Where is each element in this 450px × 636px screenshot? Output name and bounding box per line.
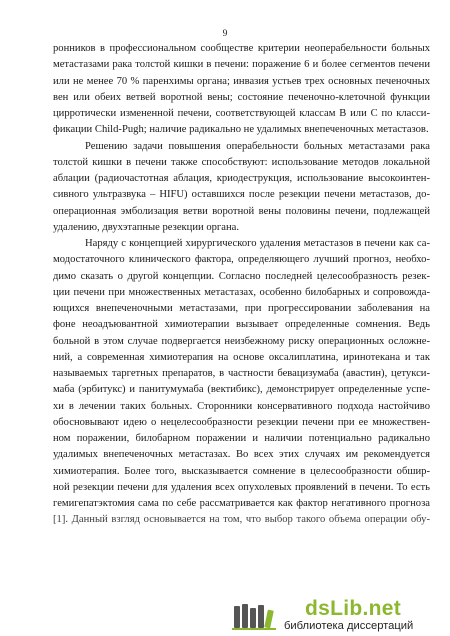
text-line: Решению задачи повышения операбельности больных метастазами рака — [85, 140, 430, 152]
text-line: или не менее 70 % паренхимы органа; инвазия устьев трех основных печеночных — [53, 75, 430, 87]
text-line: ции печени при множественных метастазах, особенно билобарных и сопровожда- — [53, 286, 430, 298]
text-line: вен или обеих ветвей воротной вены; состояние печеночно-клеточной функции — [53, 91, 430, 103]
text-line: модостаточного клинического фактора, определяющего лучший прогноз, необхо- — [53, 254, 430, 266]
text-line: ной резекции печени для удаления всех опухолевых проявлений в печени. То есть — [53, 481, 430, 493]
dslib-watermark[interactable] — [232, 596, 442, 634]
text-line: [1]. Данный взгляд основывается на том, что выбор такого объема операции обу- — [53, 514, 430, 526]
text-line: называемых таргетных препаратов, в частности бевацизумаба (авастин), цетукси- — [53, 368, 430, 379]
text-line: больной в этом случае подвергается неизбежному риску операционных осложне- — [53, 335, 430, 347]
text-line: метастазами рака толстой кишки в печени: поражение 6 и более сегментов печени — [53, 59, 430, 71]
text-line: ющихся внепеченочными метастазами, при прогрессировании заболевания на — [53, 303, 430, 314]
text-line: Наряду с концепцией хирургического удаления метастазов в печени как са- — [85, 238, 430, 249]
text-line: маба (эрбитукс) и панитумумаба (вектибикс), демонстрирует определенные успе- — [53, 384, 430, 396]
text-line: операционная эмболизация ветви воротной вены половины печени, подлежащей — [53, 205, 430, 217]
text-line: хи в лечении таких больных. Сторонники консервативного подхода настойчиво — [53, 400, 430, 412]
watermark-brand-prefix: dsLib — [305, 597, 363, 620]
text-line: цирротически измененной печени, соответствующей классам B или C по класси- — [53, 108, 430, 119]
page-number: 9 — [222, 29, 228, 39]
text-line: димо сказать о другой концепции. Согласно последней целесообразность резек- — [53, 270, 430, 282]
text-line: фикации Child-Pugh; наличие радикально не удалимых внепеченочных метастазов. — [53, 124, 429, 136]
text-line: удалимых внепеченочных метастазах. Во всех этих случаях им рекомендуется — [53, 449, 430, 461]
watermark-brand — [305, 597, 401, 621]
text-line: химиотерапия. Более того, высказывается сомнение в целесообразности обшир- — [53, 465, 430, 477]
document-body — [53, 41, 430, 529]
text-line: гемигепатэктомия сама по себе рассматривается как фактор негативного прогноза — [53, 498, 430, 509]
text-line: ном поражении, билобарном поражении и наличии потенциально радикально — [53, 433, 430, 444]
watermark-tagline: библиотека диссертаций — [284, 620, 414, 632]
text-line: аблации (радиочастотная аблация, криодеструкция, использование высокоинтен- — [53, 173, 430, 184]
text-line: удалению, двухэтапные резекции органа. — [53, 221, 239, 233]
text-line: толстой кишки в печени также способствуют: использование методов локальной — [53, 156, 430, 168]
book-stack-icon — [232, 602, 278, 632]
watermark-brand-suffix: .net — [362, 597, 402, 620]
text-line: ронников в профессиональном сообществе критерии неоперабельности больных — [53, 43, 430, 54]
text-line: обосновывают идею о нецелесообразности резекции печени при ее множествен- — [53, 416, 430, 428]
text-line: ний, а современная химиотерапия на основе оксалиплатина, иринотекана и так — [53, 351, 430, 363]
text-line: фоне неоадъювантной химиотерапии вызывает определенные сомнения. Ведь — [53, 319, 430, 331]
text-line: сивного ультразвука – HIFU) оставшихся после резекции печени метастазов, до- — [53, 189, 430, 201]
